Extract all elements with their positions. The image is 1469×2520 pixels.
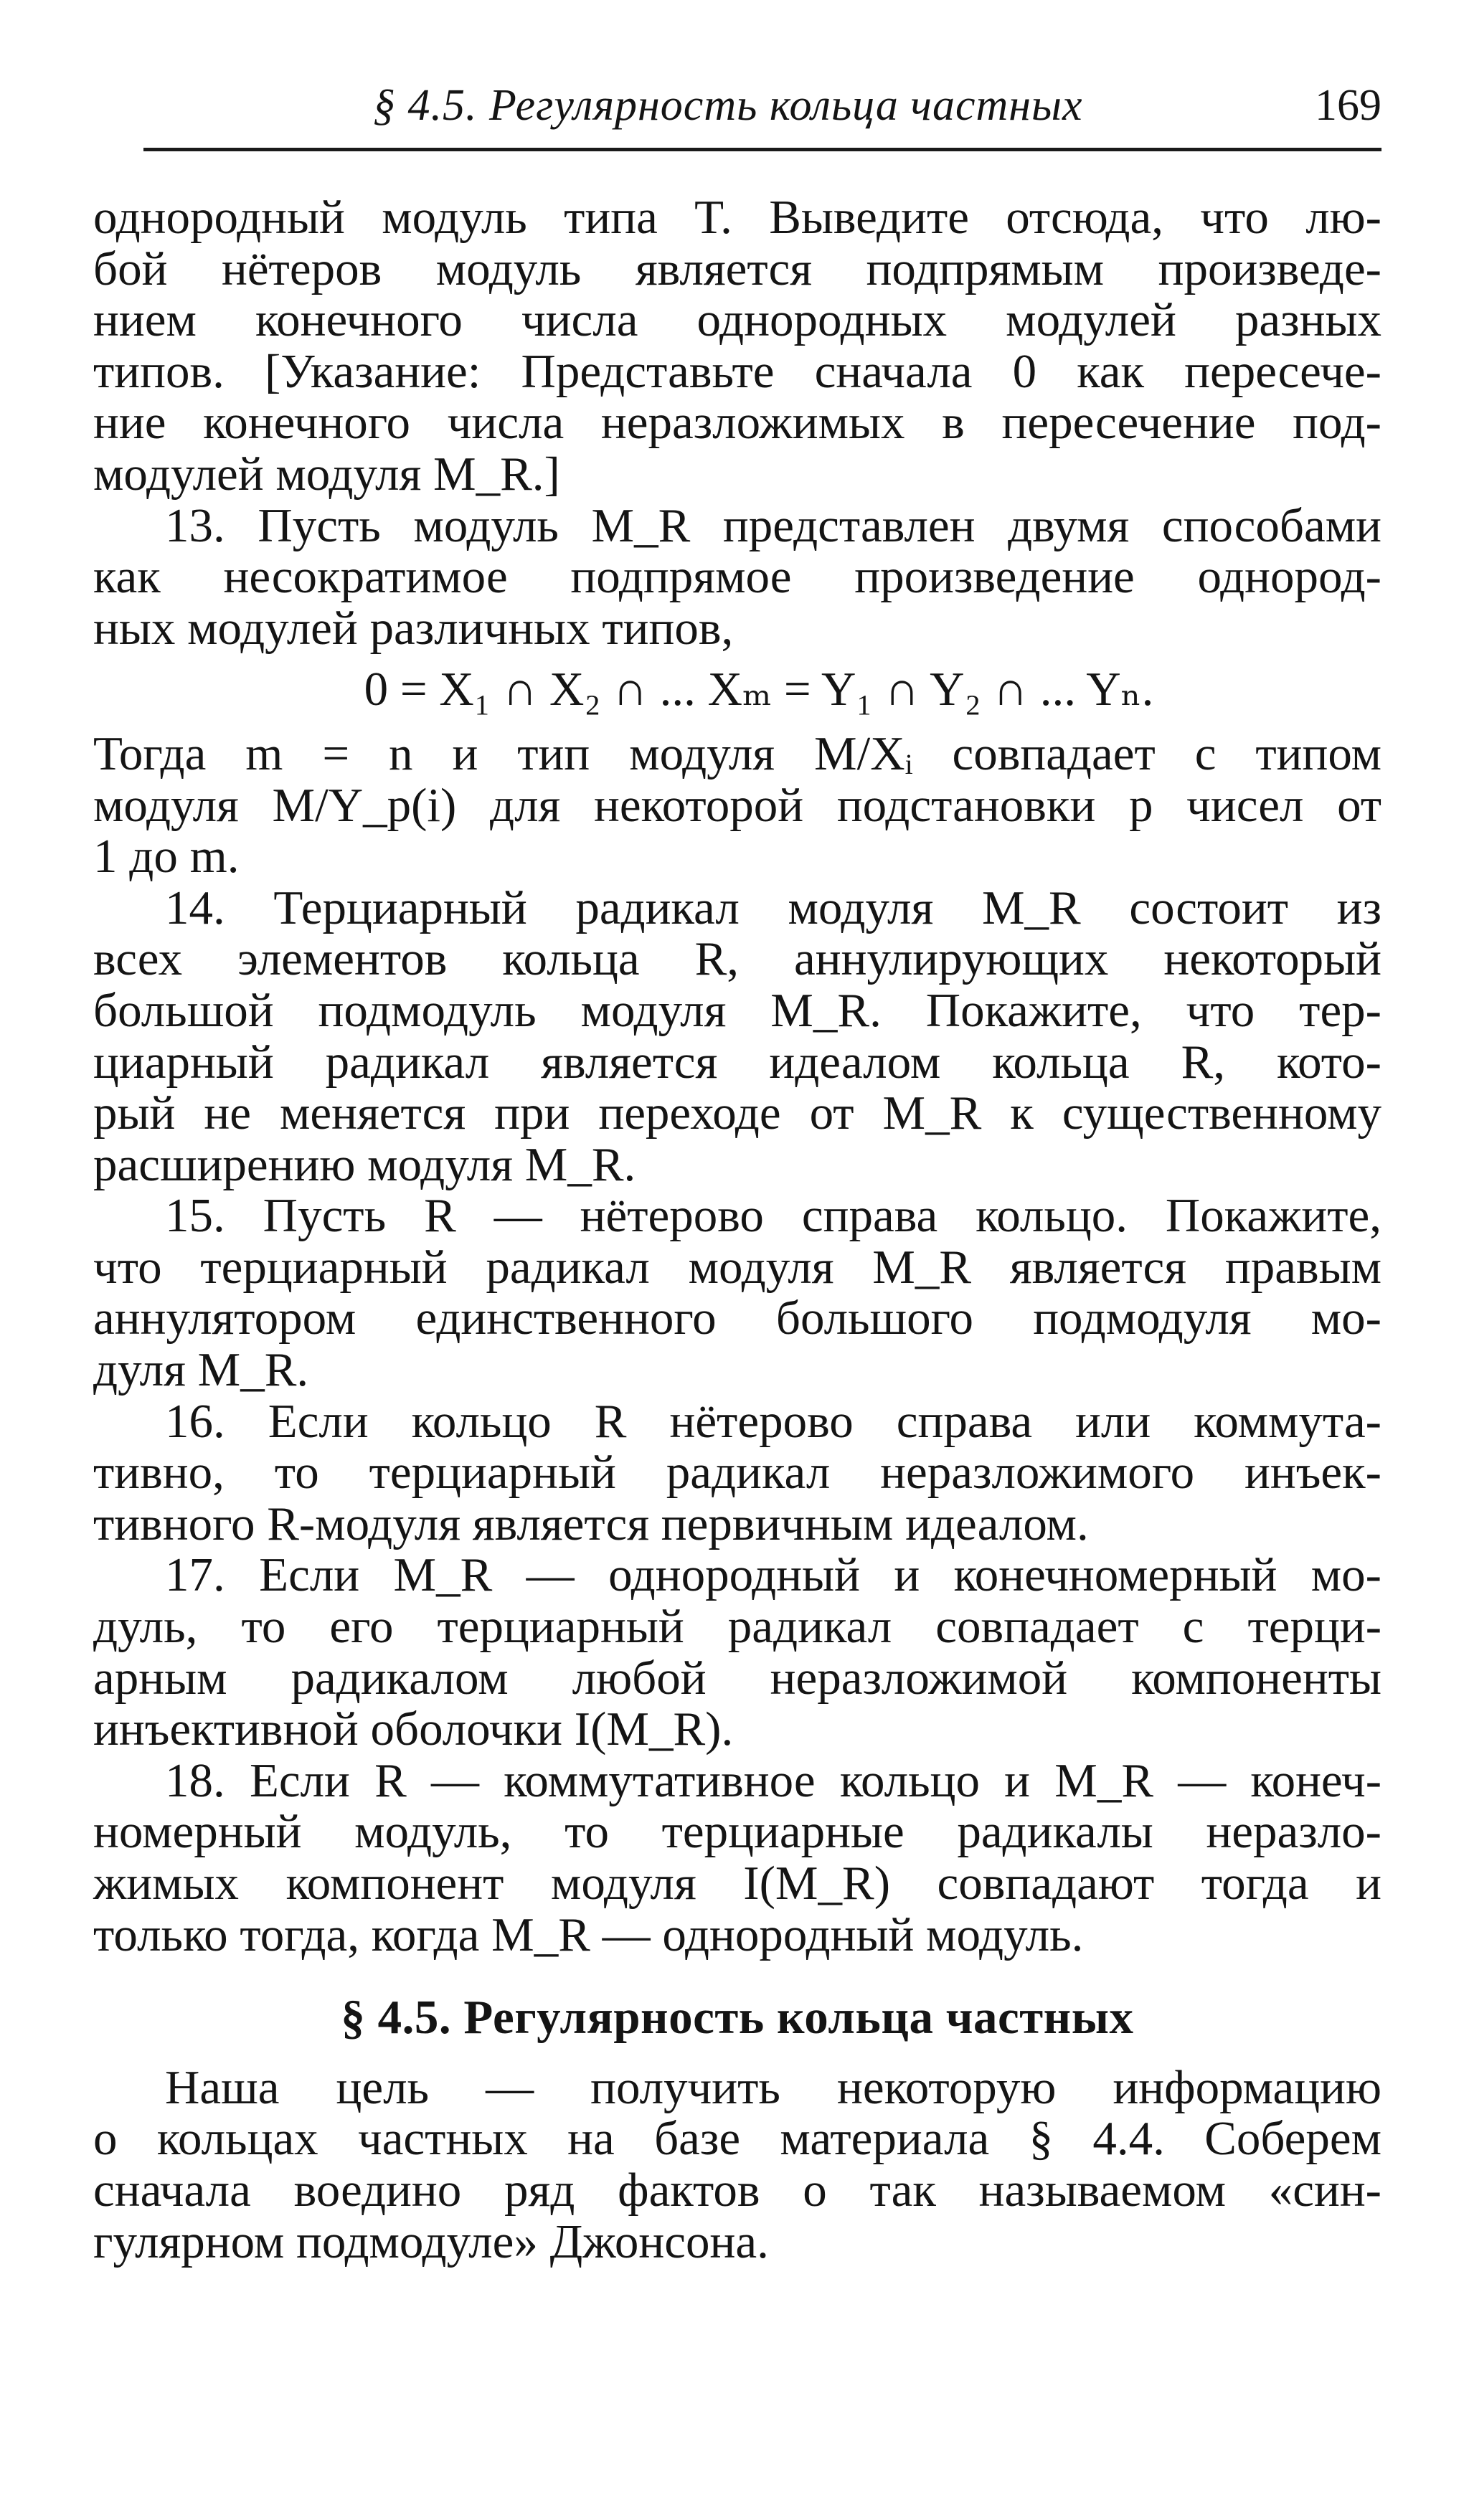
exercise-15 [93, 1190, 1381, 1396]
text-line: тивно, то терциарный радикал неразложимого инъек- [93, 1446, 1381, 1500]
running-title: § 4.5. Регулярность кольца частных [373, 81, 1083, 130]
text-line: циарный радикал является идеалом кольца R, кото- [93, 1035, 1381, 1089]
text-line: бой нётеров модуль является подпрямым произведе- [93, 242, 1381, 295]
display-formula: 0 = X₁ ∩ X₂ ∩ ... Xₘ = Y₁ ∩ Y₂ ∩ ... Yₙ. [364, 663, 1154, 716]
text-line: 17. Если M_R — однородный и конечномерный мо- [165, 1548, 1381, 1602]
text-line: что терциарный радикал модуля M_R является правым [93, 1240, 1381, 1294]
text-line: модуля M/Y_p(i) для некоторой подстановки p чисел от [93, 778, 1381, 832]
text-line: 15. Пусть R — нётерово справа кольцо. Покажите, [165, 1189, 1381, 1243]
text-line: аннулятором единственного большого подмодуля мо- [93, 1292, 1381, 1345]
text-line: большой подмодуль модуля M_R. Покажите, что тер- [93, 983, 1381, 1037]
header-rule [143, 148, 1381, 151]
text-line: арным радикалом любой неразложимой компоненты [93, 1651, 1381, 1705]
exercise-14 [93, 883, 1381, 1191]
exercise-16 [93, 1396, 1381, 1550]
text-line: дуля M_R. [93, 1343, 309, 1397]
exercise-13 [93, 498, 1381, 884]
text-line: гулярном подмодуле» Джонсона. [93, 2215, 769, 2268]
text-line: инъективной оболочки I(M_R). [93, 1702, 734, 1756]
text-line: сначала воедино ряд фактов о так называемом «син- [93, 2163, 1381, 2217]
text-line: Наша цель — получить некоторую информацию [165, 2060, 1381, 2114]
section-paragraph [93, 2062, 1381, 2268]
section-heading: § 4.5. Регулярность кольца частных [341, 1991, 1134, 2045]
text-line: как несократимое подпрямое произведение однород- [93, 550, 1381, 604]
text-line: ных модулей различных типов, [93, 601, 734, 655]
text-line: жимых компонент модуля I(M_R) совпадают тогда и [93, 1857, 1381, 1910]
text-line: типов. [Указание: Представьте сначала 0 как пересече- [93, 344, 1381, 398]
page-number: 169 [1315, 81, 1381, 130]
page-body [93, 192, 1381, 2268]
text-line: ние конечного числа неразложимых в пересечение под- [93, 396, 1381, 450]
text-line: только тогда, когда M_R — однородный модуль. [93, 1908, 1084, 1961]
text-line: 1 до m. [93, 830, 240, 884]
exercise-12-tail [93, 192, 1381, 501]
text-line: Тогда m = n и тип модуля M/Xᵢ совпадает с типом [93, 726, 1381, 780]
text-line: номерный модуль, то терциарные радикалы неразло- [93, 1805, 1381, 1859]
text-line: всех элементов кольца R, аннулирующих некоторый [93, 932, 1381, 986]
text-line: тивного R-модуля является первичным идеалом. [93, 1497, 1089, 1550]
text-line: расширению модуля M_R. [93, 1137, 636, 1191]
page-header [143, 66, 1381, 145]
text-line: о кольцах частных на базе материала § 4.4. Соберем [93, 2112, 1381, 2166]
text-line: модулей модуля M_R.] [93, 447, 560, 501]
text-line: 13. Пусть модуль M_R представлен двумя способами [165, 498, 1381, 552]
text-line: 18. Если R — коммутативное кольцо и M_R — конеч- [165, 1753, 1381, 1807]
text-line: рый не меняется при переходе от M_R к существенному [93, 1086, 1381, 1140]
text-line: 14. Терциарный радикал модуля M_R состоит из [165, 881, 1381, 934]
text-line: дуль, то его терциарный радикал совпадает с терци- [93, 1600, 1381, 1654]
exercise-18 [93, 1753, 1381, 1961]
exercise-17 [93, 1550, 1381, 1755]
text-line: 16. Если кольцо R нётерово справа или коммута- [165, 1394, 1381, 1448]
text-line: нием конечного числа однородных модулей разных [93, 293, 1381, 347]
text-line: однородный модуль типа T. Выведите отсюда, что лю- [93, 191, 1381, 244]
